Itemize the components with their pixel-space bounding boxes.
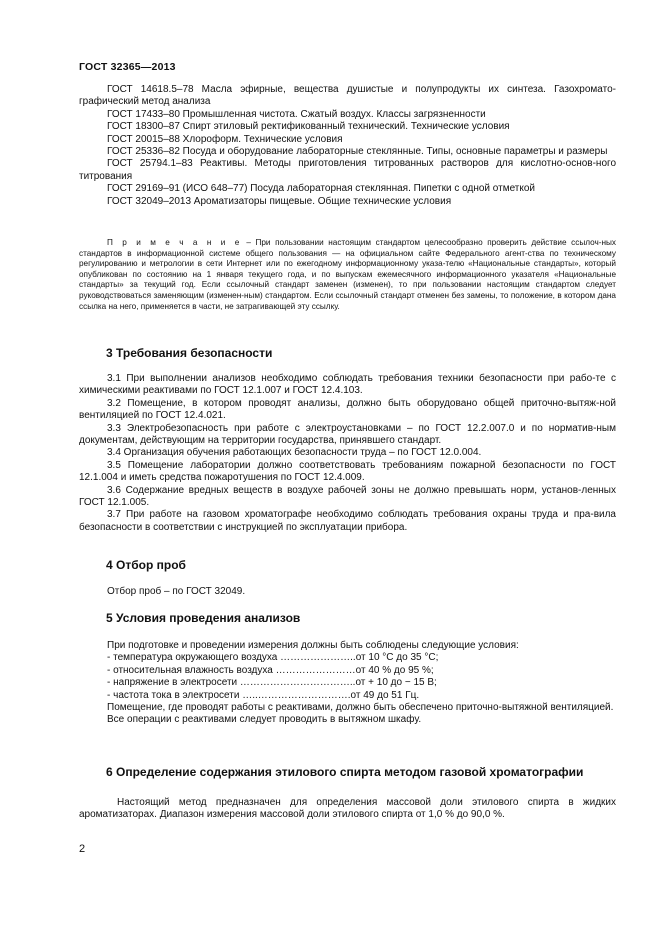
clause-item: 3.1 При выполнении анализов необходимо соблюдать требования техники безопасности при рабо-те с химическими реактивами по ГОСТ 12.1.007 и ГОСТ 12.4.103. <box>79 373 616 397</box>
reference-item: ГОСТ 18300–87 Спирт этиловый ректификованный технический. Технические условия <box>107 121 510 133</box>
document-header: ГОСТ 32365—2013 <box>79 61 176 73</box>
section-3-body <box>79 373 616 534</box>
reference-item: ГОСТ 14618.5–78 Масла эфирные, вещества душистые и полупродукты их синтеза. Газохромато-графический метод анализа <box>79 84 616 108</box>
reference-item: ГОСТ 20015–88 Хлороформ. Технические условия <box>107 133 343 145</box>
clause-item: 3.6 Содержание вредных веществ в воздухе рабочей зоны не должно превышать норм, установ-ленных ГОСТ 12.1.005. <box>79 484 616 509</box>
condition-item: - частота тока в электросети …..……………………….от 49 до 51 Гц. <box>107 689 420 701</box>
reference-item: ГОСТ 25794.1–83 Реактивы. Методы приготовления титрованных растворов для кислотно-основ-ного титрования <box>79 158 616 182</box>
section-6-title: 6 Определение содержания этилового спирта методом газовой хроматографии <box>106 765 584 779</box>
clause-item: 3.2 Помещение, в котором проводят анализы, должно быть оборудовано общей приточно-вытяж-ной вентиляцией по ГОСТ 12.4.021. <box>79 397 616 422</box>
section-3-title: 3 Требования безопасности <box>106 346 273 360</box>
section-5-intro: При подготовке и проведении измерения должны быть соблюдены следующие условия: <box>107 640 519 651</box>
section-5-heading <box>106 611 606 625</box>
condition-item: - относительная влажность воздуха ……………………от 40 % до 95 %; <box>107 664 434 676</box>
section-6-body <box>79 797 616 822</box>
section-4-heading <box>106 558 606 572</box>
note-text: – При пользовании настоящим стандартом целесообразно проверить действие ссылоч-ных стандартов в информационной системе общего пользования — на официальном сайте Федерального агент-ства по техническому регулированию и метрологии в сети Интернет или по ежегодному информационному указа-телю «Национальные стандарты», который опубликован по состоянию на 1 января текущего года, и по выпускам ежемесячного информационного указателя «Национальные стандарты» за текущий год. Если ссылочный стандарт заменен (изменен), то при пользовании настоящим стандартом следует руководствоваться заменяющим (изменен-ным) стандартом. Если ссылочный стандарт отменен без замены, то положение, в котором дана ссылка на него, применяется в части, не затрагивающей эту ссылку. <box>79 238 616 311</box>
section-5-title: 5 Условия проведения анализов <box>106 611 301 625</box>
reference-item: ГОСТ 17433–80 Промышленная чистота. Сжатый воздух. Классы загрязненности <box>107 108 486 120</box>
clause-item: 3.3 Электробезопасность при работе с электроустановками – по ГОСТ 12.2.007.0 и по норматив-ным документам, действующим на территории государства, принявшего стандарт. <box>79 422 616 447</box>
condition-item: - напряжение в электросети ……………………………..от + 10 до − 15 В; <box>107 677 437 689</box>
references-list <box>79 84 616 208</box>
section-4-title: 4 Отбор проб <box>106 558 186 572</box>
section-6-text: Настоящий метод предназначен для определения массовой доли этилового спирта в жидких ароматизаторах. Диапазон измерения массовой доли этилового спирта от 1,0 % до 90,0 %. <box>79 797 616 821</box>
page-number: 2 <box>79 843 86 855</box>
section-3-heading <box>106 346 606 360</box>
clause-item: 3.5 Помещение лаборатории должно соответствовать требованиям пожарной безопасности по ГОСТ 12.1.004 и иметь средства пожаротушения по ГОСТ 12.4.009. <box>79 459 616 484</box>
clause-item: 3.7 При работе на газовом хроматографе необходимо соблюдать требования охраны труда и пра-вила безопасности в соответствии с инструкцией по эксплуатации прибора. <box>79 509 616 533</box>
clause-item: 3.4 Организация обучения работающих безопасности труда – по ГОСТ 12.0.004. <box>107 447 482 459</box>
section-4-body <box>79 586 616 598</box>
reference-item: ГОСТ 25336–82 Посуда и оборудование лабораторные стеклянные. Типы, основные параметры и размеры <box>107 146 608 158</box>
reference-item: ГОСТ 29169–91 (ИСО 648–77) Посуда лабораторная стеклянная. Пипетки с одной отметкой <box>107 183 536 195</box>
section-5-body <box>79 640 616 727</box>
reference-item: ГОСТ 32049–2013 Ароматизаторы пищевые. Общие технические условия <box>107 195 452 207</box>
section-6-heading <box>106 765 606 779</box>
note-label: П р и м е ч а н и е <box>107 238 242 247</box>
section-4-text: Отбор проб – по ГОСТ 32049. <box>107 586 246 597</box>
note-block <box>79 238 616 312</box>
section-5-paragraph: Все операции с реактивами следует проводить в вытяжном шкафу. <box>107 714 422 726</box>
condition-item: - температура окружающего воздуха …………………..от 10 °С до 35 °С; <box>107 652 439 664</box>
section-5-paragraph: Помещение, где проводят работы с реактивами, должно быть обеспечено приточно-вытяжной вентиляцией. <box>107 702 614 714</box>
